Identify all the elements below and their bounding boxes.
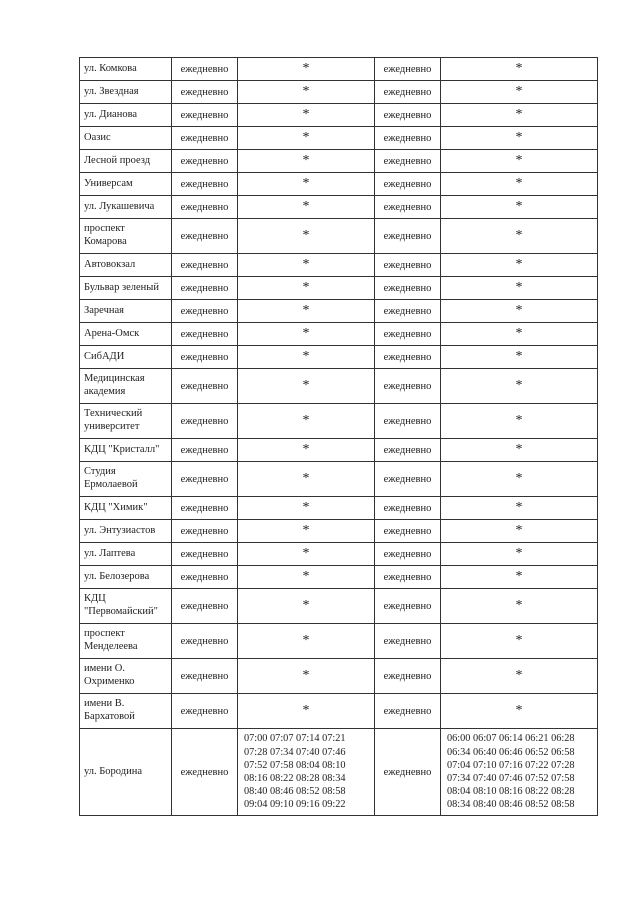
times-cell-direction-1: * [238, 659, 375, 694]
times-cell-direction-2: * [441, 404, 598, 439]
table-row [80, 589, 598, 624]
table-row [80, 173, 598, 196]
times-cell-direction-1: * [238, 323, 375, 346]
times-cell-direction-1: * [238, 369, 375, 404]
times-cell-direction-2: * [441, 694, 598, 729]
days-cell-direction-2: ежедневно [375, 346, 441, 369]
times-cell-direction-1: * [238, 624, 375, 659]
days-cell-direction-2: ежедневно [375, 694, 441, 729]
times-cell-direction-2: * [441, 219, 598, 254]
stop-name-cell: проспект Менделеева [80, 624, 172, 659]
times-cell-direction-1: * [238, 439, 375, 462]
days-cell-direction-2: ежедневно [375, 58, 441, 81]
days-cell-direction-1: ежедневно [172, 566, 238, 589]
times-cell-direction-2: * [441, 566, 598, 589]
stop-name-cell: ул. Энтузиастов [80, 520, 172, 543]
stop-name-cell: проспект Комарова [80, 219, 172, 254]
days-cell-direction-1: ежедневно [172, 104, 238, 127]
times-cell-direction-2: * [441, 81, 598, 104]
times-cell-direction-2: * [441, 173, 598, 196]
days-cell-direction-2: ежедневно [375, 497, 441, 520]
stop-name-cell: КДЦ "Кристалл" [80, 439, 172, 462]
stop-name-cell: ул. Лукашевича [80, 196, 172, 219]
times-cell-direction-1: 07:00 07:07 07:14 07:21 07:28 07:34 07:40 07:46 07:52 07:58 08:04 08:10 08:16 08:22 08:28 08:34 08:40 08:46 08:52 08:58 09:04 09:10 09:16 09:22 [238, 729, 375, 816]
times-cell-direction-1: * [238, 462, 375, 497]
days-cell-direction-2: ежедневно [375, 543, 441, 566]
stop-name-cell: КДЦ "Первомайский" [80, 589, 172, 624]
stop-name-cell: Оазис [80, 127, 172, 150]
times-cell-direction-1: * [238, 404, 375, 439]
days-cell-direction-1: ежедневно [172, 543, 238, 566]
days-cell-direction-2: ежедневно [375, 173, 441, 196]
days-cell-direction-1: ежедневно [172, 81, 238, 104]
stop-name-cell: Заречная [80, 300, 172, 323]
times-cell-direction-2: * [441, 127, 598, 150]
table-row [80, 462, 598, 497]
days-cell-direction-2: ежедневно [375, 150, 441, 173]
days-cell-direction-1: ежедневно [172, 173, 238, 196]
times-cell-direction-2: * [441, 150, 598, 173]
days-cell-direction-1: ежедневно [172, 323, 238, 346]
times-cell-direction-1: * [238, 543, 375, 566]
times-cell-direction-2: * [441, 624, 598, 659]
table-row [80, 150, 598, 173]
times-cell-direction-1: * [238, 58, 375, 81]
times-cell-direction-2: * [441, 543, 598, 566]
schedule-table [79, 57, 598, 816]
stop-name-cell: ул. Бородина [80, 729, 172, 816]
days-cell-direction-1: ежедневно [172, 219, 238, 254]
times-cell-direction-1: * [238, 254, 375, 277]
stop-name-cell: ул. Комкова [80, 58, 172, 81]
days-cell-direction-1: ежедневно [172, 624, 238, 659]
days-cell-direction-1: ежедневно [172, 404, 238, 439]
times-cell-direction-1: * [238, 277, 375, 300]
times-cell-direction-2: * [441, 196, 598, 219]
days-cell-direction-1: ежедневно [172, 277, 238, 300]
times-cell-direction-2: * [441, 589, 598, 624]
days-cell-direction-2: ежедневно [375, 219, 441, 254]
times-cell-direction-2: * [441, 323, 598, 346]
days-cell-direction-2: ежедневно [375, 462, 441, 497]
days-cell-direction-2: ежедневно [375, 277, 441, 300]
times-cell-direction-2: * [441, 104, 598, 127]
days-cell-direction-1: ежедневно [172, 520, 238, 543]
stop-name-cell: ул. Звездная [80, 81, 172, 104]
days-cell-direction-1: ежедневно [172, 346, 238, 369]
times-cell-direction-1: * [238, 300, 375, 323]
times-cell-direction-1: * [238, 497, 375, 520]
stop-name-cell: Арена-Омск [80, 323, 172, 346]
stop-name-cell: КДЦ "Химик" [80, 497, 172, 520]
times-cell-direction-1: * [238, 346, 375, 369]
days-cell-direction-1: ежедневно [172, 300, 238, 323]
times-cell-direction-2: * [441, 369, 598, 404]
table-row [80, 277, 598, 300]
stop-name-cell: Универсам [80, 173, 172, 196]
times-cell-direction-1: * [238, 219, 375, 254]
table-row [80, 729, 598, 816]
table-row [80, 624, 598, 659]
stop-name-cell: СибАДИ [80, 346, 172, 369]
times-cell-direction-1: * [238, 150, 375, 173]
times-cell-direction-1: * [238, 566, 375, 589]
times-cell-direction-2: * [441, 439, 598, 462]
stop-name-cell: ул. Дианова [80, 104, 172, 127]
stop-name-cell: Бульвар зеленый [80, 277, 172, 300]
days-cell-direction-2: ежедневно [375, 520, 441, 543]
table-row [80, 323, 598, 346]
table-row [80, 104, 598, 127]
table-row [80, 346, 598, 369]
days-cell-direction-1: ежедневно [172, 439, 238, 462]
times-cell-direction-2: * [441, 300, 598, 323]
stop-name-cell: ул. Белозерова [80, 566, 172, 589]
times-cell-direction-2: * [441, 659, 598, 694]
table-row [80, 520, 598, 543]
table-row [80, 219, 598, 254]
days-cell-direction-1: ежедневно [172, 462, 238, 497]
times-cell-direction-2: * [441, 497, 598, 520]
table-row [80, 543, 598, 566]
table-row [80, 566, 598, 589]
days-cell-direction-2: ежедневно [375, 369, 441, 404]
table-row [80, 404, 598, 439]
table-row [80, 694, 598, 729]
stop-name-cell: имени В. Бархатовой [80, 694, 172, 729]
times-cell-direction-1: * [238, 81, 375, 104]
times-cell-direction-1: * [238, 589, 375, 624]
times-cell-direction-2: * [441, 277, 598, 300]
days-cell-direction-2: ежедневно [375, 104, 441, 127]
days-cell-direction-1: ежедневно [172, 589, 238, 624]
table-row [80, 58, 598, 81]
days-cell-direction-1: ежедневно [172, 369, 238, 404]
stop-name-cell: Технический университет [80, 404, 172, 439]
table-row [80, 439, 598, 462]
stop-name-cell: имени О. Охрименко [80, 659, 172, 694]
table-row [80, 81, 598, 104]
days-cell-direction-2: ежедневно [375, 729, 441, 816]
days-cell-direction-2: ежедневно [375, 404, 441, 439]
days-cell-direction-1: ежедневно [172, 58, 238, 81]
times-cell-direction-2: 06:00 06:07 06:14 06:21 06:28 06:34 06:40 06:46 06:52 06:58 07:04 07:10 07:16 07:22 07:28 07:34 07:40 07:46 07:52 07:58 08:04 08:10 08:16 08:22 08:28 08:34 08:40 08:46 08:52 08:58 [441, 729, 598, 816]
stop-name-cell: Автовокзал [80, 254, 172, 277]
days-cell-direction-1: ежедневно [172, 196, 238, 219]
days-cell-direction-2: ежедневно [375, 566, 441, 589]
times-cell-direction-1: * [238, 127, 375, 150]
days-cell-direction-2: ежедневно [375, 624, 441, 659]
times-cell-direction-1: * [238, 520, 375, 543]
times-cell-direction-2: * [441, 58, 598, 81]
table-row [80, 659, 598, 694]
schedule-body [80, 58, 598, 816]
days-cell-direction-1: ежедневно [172, 127, 238, 150]
table-row [80, 300, 598, 323]
days-cell-direction-2: ежедневно [375, 254, 441, 277]
times-cell-direction-2: * [441, 346, 598, 369]
table-row [80, 369, 598, 404]
days-cell-direction-2: ежедневно [375, 81, 441, 104]
times-cell-direction-1: * [238, 173, 375, 196]
table-row [80, 196, 598, 219]
days-cell-direction-2: ежедневно [375, 439, 441, 462]
days-cell-direction-2: ежедневно [375, 589, 441, 624]
stop-name-cell: Студия Ермолаевой [80, 462, 172, 497]
stop-name-cell: Лесной проезд [80, 150, 172, 173]
stop-name-cell: ул. Лаптева [80, 543, 172, 566]
times-cell-direction-2: * [441, 254, 598, 277]
times-cell-direction-2: * [441, 520, 598, 543]
days-cell-direction-2: ежедневно [375, 196, 441, 219]
stop-name-cell: Медицинская академия [80, 369, 172, 404]
table-row [80, 254, 598, 277]
table-row [80, 497, 598, 520]
days-cell-direction-2: ежедневно [375, 300, 441, 323]
times-cell-direction-1: * [238, 196, 375, 219]
days-cell-direction-2: ежедневно [375, 127, 441, 150]
days-cell-direction-1: ежедневно [172, 497, 238, 520]
days-cell-direction-1: ежедневно [172, 254, 238, 277]
days-cell-direction-2: ежедневно [375, 659, 441, 694]
days-cell-direction-1: ежедневно [172, 694, 238, 729]
days-cell-direction-1: ежедневно [172, 659, 238, 694]
days-cell-direction-1: ежедневно [172, 729, 238, 816]
table-row [80, 127, 598, 150]
days-cell-direction-1: ежедневно [172, 150, 238, 173]
days-cell-direction-2: ежедневно [375, 323, 441, 346]
times-cell-direction-1: * [238, 104, 375, 127]
times-cell-direction-1: * [238, 694, 375, 729]
times-cell-direction-2: * [441, 462, 598, 497]
